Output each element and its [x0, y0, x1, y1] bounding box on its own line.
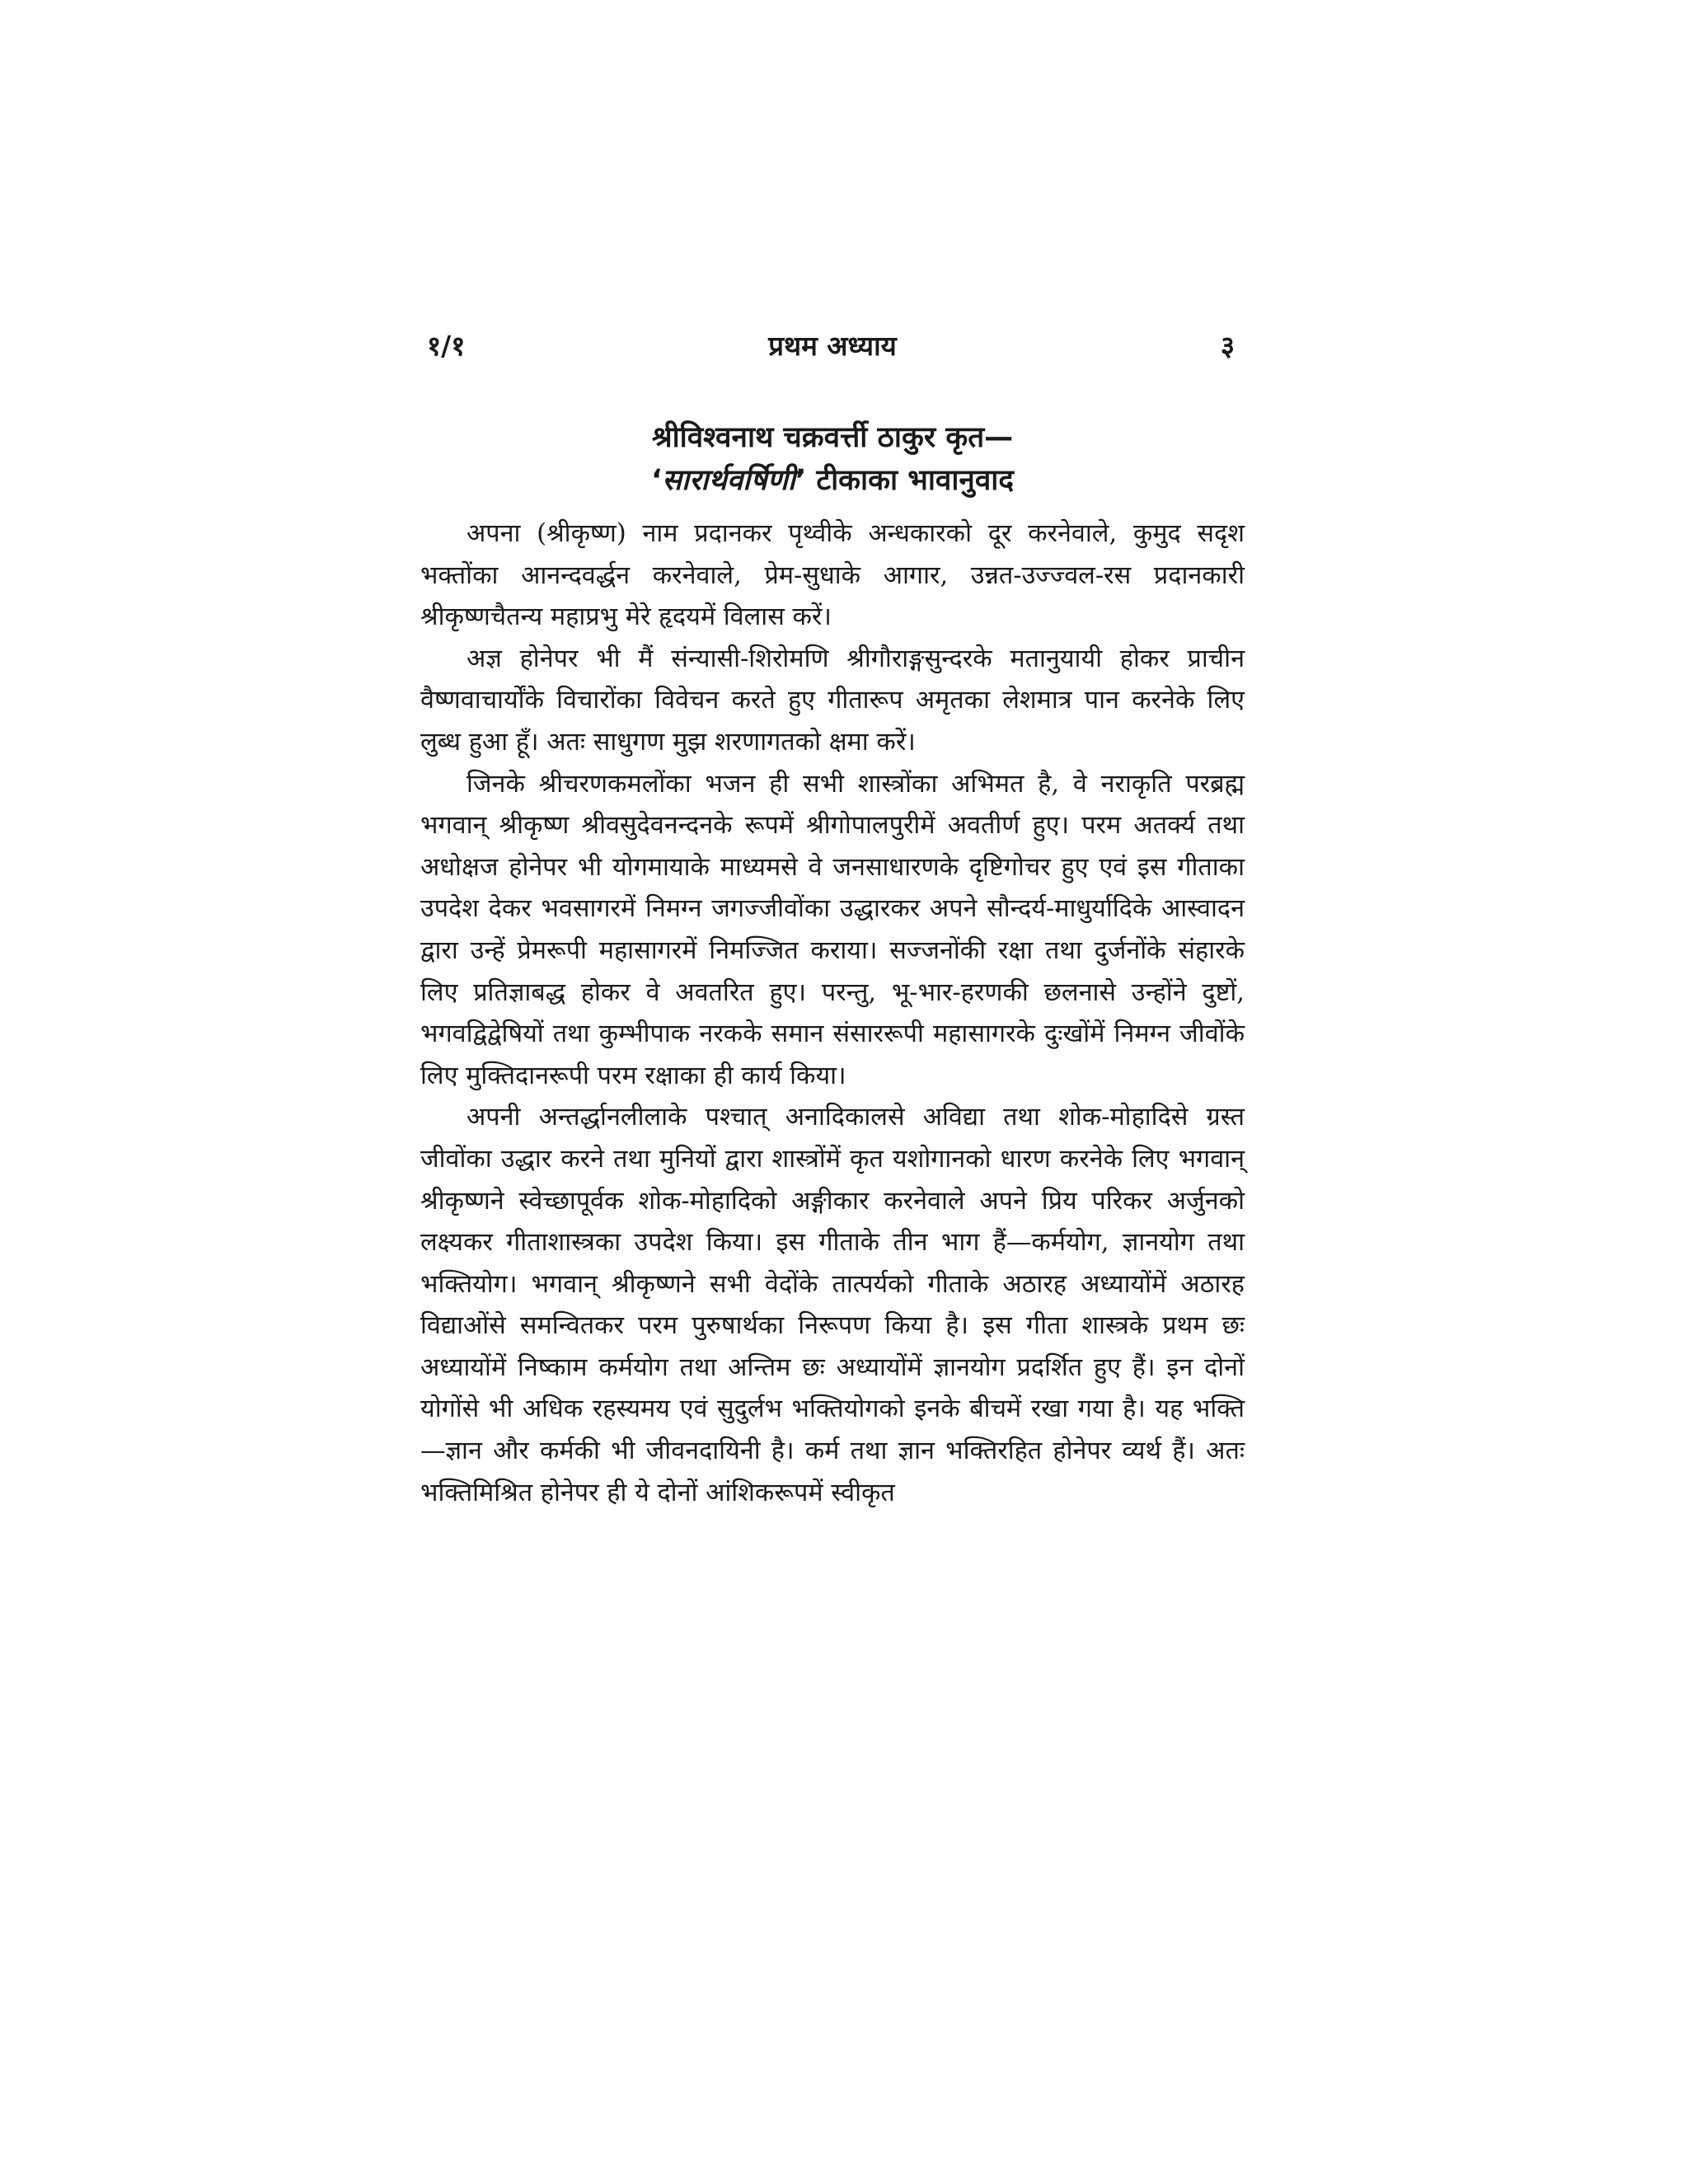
chapter-verse-number: १/१ [427, 330, 466, 362]
section-heading [420, 416, 1245, 502]
heading-line-2-rest: टीकाका भावानुवाद [806, 464, 1014, 497]
page [420, 326, 1245, 1514]
paragraph-3: जिनके श्रीचरणकमलोंका भजन ही सभी शास्त्रोंका अभिमत है, वे नराकृति परब्रह्म भगवान् श्रीकृष्ण श्रीवसुदेवनन्दनके रूपमें श्रीगोपालपुरीमें अवतीर्ण हुए। परम अतर्क्य तथा अधोक्षज होनेपर भी योगमायाके माध्यमसे वे जनसाधारणके दृष्टिगोचर हुए एवं इस गीताका उपदेश देकर भवसागरमें निमग्न जगज्जीवोंका उद्धारकर अपने सौन्दर्य-माधुर्यादिके आस्वादन द्वारा उन्हें प्रेमरूपी महासागरमें निमज्जित कराया। सज्जनोंकी रक्षा तथा दुर्जनोंके संहारके लिए प्रतिज्ञाबद्ध होकर वे अवतरित हुए। परन्तु, भू-भार-हरणकी छलनासे उन्होंने दुष्टों, भगवद्विद्वेषियों तथा कुम्भीपाक नरकके समान संसाररूपी महासागरके दुःखोंमें निमग्न जीवोंके लिए मुक्तिदानरूपी परम रक्षाका ही कार्य किया। [420, 769, 1245, 1090]
page-number: ३ [1220, 330, 1235, 362]
paragraph-2: अज्ञ होनेपर भी मैं संन्यासी-शिरोमणि श्रीगौराङ्गसुन्दरके मतानुयायी होकर प्राचीन वैष्णवाचार्योंके विचारोंका विवेचन करते हुए गीतारूप अमृतका लेशमात्र पान करनेके लिए लुब्ध हुआ हूँ। अतः साधुगण मुझ शरणागतको क्षमा करें। [420, 644, 1245, 757]
body-text [420, 513, 1245, 1514]
paragraph-4: अपनी अन्तर्द्धानलीलाके पश्चात् अनादिकालसे अविद्या तथा शोक-मोहादिसे ग्रस्त जीवोंका उद्धार करने तथा मुनियों द्वारा शास्त्रोंमें कृत यशोगानको धारण करनेके लिए भगवान् श्रीकृष्णने स्वेच्छापूर्वक शोक-मोहादिको अङ्गीकार करनेवाले अपने प्रिय परिकर अर्जुनको लक्ष्यकर गीताशास्त्रका उपदेश किया। इस गीताके तीन भाग हैं—कर्मयोग, ज्ञानयोग तथा भक्तियोग। भगवान् श्रीकृष्णने सभी वेदोंके तात्पर्यको गीताके अठारह अध्यायोंमें अठारह विद्याओंसे समन्वितकर परम पुरुषार्थका निरूपण किया है। इस गीता शास्त्रके प्रथम छः अध्यायोंमें निष्काम कर्मयोग तथा अन्तिम छः अध्यायोंमें ज्ञानयोग प्रदर्शित हुए हैं। इन दोनों योगोंसे भी अधिक रहस्यमय एवं सुदुर्लभ भक्तियोगको इनके बीचमें रखा गया है। यह भक्ति—ज्ञान और कर्मकी भी जीवनदायिनी है। कर्म तथा ज्ञान भक्तिरहित होनेपर व्यर्थ हैं। अतः भक्तिमिश्रित होनेपर ही ये दोनों आंशिकरूपमें स्वीकृत [420, 1103, 1245, 1507]
paragraph-1: अपना (श्रीकृष्ण) नाम प्रदानकर पृथ्वीके अन्धकारको दूर करनेवाले, कुमुद सदृश भक्तोंका आनन्दवर्द्धन करनेवाले, प्रेम-सुधाके आगार, उन्नत-उज्ज्वल-रस प्रदानकारी श्रीकृष्णचैतन्य महाप्रभु मेरे हृदयमें विलास करें। [420, 519, 1245, 632]
running-head [420, 326, 1245, 367]
chapter-title: प्रथम अध्याय [768, 330, 897, 362]
heading-close-quote: ’ [795, 464, 807, 497]
heading-line-1: श्रीविश्वनाथ चक्रवर्त्ती ठाकुर कृत— [651, 421, 1014, 454]
heading-open-quote: ‘ [651, 464, 663, 497]
heading-line-2 [420, 459, 1245, 502]
heading-commentary-title: सारार्थवर्षिणी [662, 464, 795, 497]
